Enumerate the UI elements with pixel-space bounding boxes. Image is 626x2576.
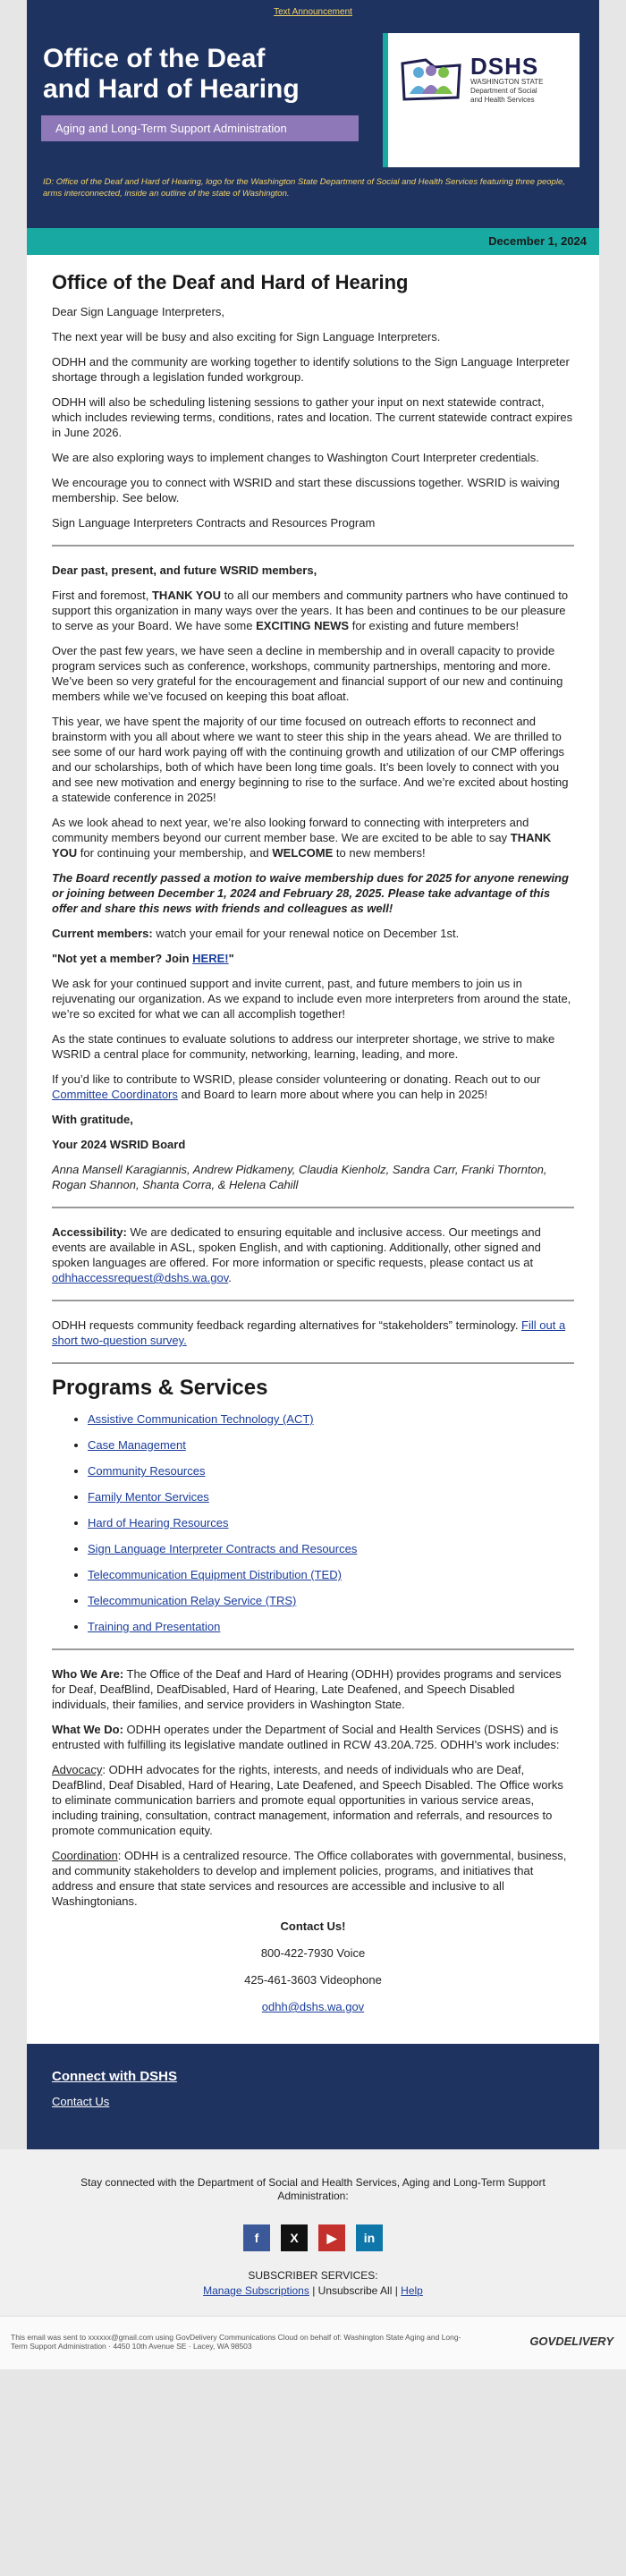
- wsrid-p6-text: watch your email for your renewal notice on December 1st.: [152, 927, 460, 940]
- facebook-icon[interactable]: f: [243, 2224, 270, 2251]
- banner-title-line2: and Hard of Hearing: [43, 74, 300, 104]
- logo-dshs-text: DSHS: [470, 53, 539, 80]
- logo-inner: [399, 55, 569, 105]
- manage-subscriptions-link[interactable]: Manage Subscriptions: [203, 2284, 309, 2297]
- text-announcement-link[interactable]: Text Announcement: [274, 7, 352, 17]
- page-title: Office of the Deaf and Hard of Hearing: [52, 271, 409, 293]
- footer: [0, 2149, 626, 2316]
- wsrid-p7: [52, 951, 574, 966]
- wsrid-p1-a: First and foremost,: [52, 589, 152, 602]
- connect-section: [27, 2044, 599, 2149]
- logo-line1: WASHINGTON STATE: [470, 78, 544, 86]
- separator: |: [309, 2284, 318, 2297]
- board-signature: [52, 1137, 574, 1152]
- intro-p4: We are also exploring ways to implement changes to Washington Court Interpreter credentials.: [52, 451, 539, 464]
- contact-email-link[interactable]: odhh@dshs.wa.gov: [261, 2000, 365, 2013]
- program-link-community-resources[interactable]: Community Resources: [88, 1464, 206, 1478]
- wsrid-p2: Over the past few years, we have seen a decline in membership and in overall capacity to provide program services such as conference, workshops, community partnerships, mentoring and more. We’ve been so very grateful for the encouragement and financial support of our new and continuing members while we’ve focused on keeping this boat afloat.: [52, 644, 563, 703]
- list-item: [88, 1411, 574, 1427]
- contact-videophone: 425-461-3603 Videophone: [244, 1973, 382, 1987]
- linkedin-icon[interactable]: in: [356, 2224, 383, 2251]
- dshs-logo: [383, 33, 579, 167]
- intro-greeting: Dear Sign Language Interpreters,: [52, 305, 224, 318]
- wsrid-p10-b: and Board to learn more about where you can help in 2025!: [177, 1088, 488, 1101]
- intro-p3: ODHH will also be scheduling listening sessions to gather your input on next statewide contract, which includes reviewing terms, conditions, rates and location. The current statewide contract expires in June 2026.: [52, 395, 573, 439]
- banner-subtitle: Aging and Long-Term Support Administration: [41, 115, 359, 141]
- bottom-legal-text: This email was sent to xxxxxx@gmail.com using GovDelivery Communications Cloud on behalf of: Washington State Aging and Long-Term Support Administration · 4450 10th Avenue SE · Lacey, WA 98503: [11, 2333, 461, 2351]
- header: [27, 0, 599, 228]
- sign-off-text: With gratitude,: [52, 1113, 133, 1126]
- list-item: [88, 1541, 574, 1556]
- what-we-do: [52, 1722, 574, 1752]
- banner-title-line1: Office of the Deaf: [43, 44, 266, 73]
- divider: [52, 1300, 574, 1301]
- list-item: [88, 1463, 574, 1479]
- wsrid-p6: [52, 926, 574, 941]
- program-link-hard-of-hearing[interactable]: Hard of Hearing Resources: [88, 1516, 229, 1530]
- programs-heading: Programs & Services: [52, 1376, 268, 1400]
- program-link-training[interactable]: Training and Presentation: [88, 1620, 221, 1633]
- contact-us-link[interactable]: Contact Us: [52, 2095, 110, 2108]
- feedback-text: ODHH requests community feedback regarding alternatives for “stakeholders” terminology.: [52, 1318, 522, 1332]
- wsrid-p4-a: As we look ahead to next year, we’re also looking forward to connecting with interpreters and community members beyond our current member base. We are excited to be able to say: [52, 816, 529, 844]
- wsrid-p6-label: Current members:: [52, 927, 153, 940]
- advocacy: [52, 1762, 574, 1838]
- help-link[interactable]: Help: [401, 2284, 423, 2297]
- bottom-bar: [0, 2316, 626, 2369]
- x-twitter-icon[interactable]: X: [281, 2224, 308, 2251]
- wsrid-p9: As the state continues to evaluate solutions to address our interpreter shortage, we strive to make WSRID a central place for community, networking, learning, leading, and more.: [52, 1032, 555, 1061]
- people-logo-icon: [399, 55, 463, 105]
- connect-with-dshs-link[interactable]: Connect with DSHS: [52, 2069, 178, 2084]
- program-link-case-management[interactable]: Case Management: [88, 1438, 186, 1452]
- board-names: Anna Mansell Karagiannis, Andrew Pidkameny, Claudia Kienholz, Sandra Carr, Franki Thornton, Rogan Shannon, Shanta Corra, & Helena Cahill: [52, 1163, 547, 1191]
- wsrid-p8: We ask for your continued support and invite current, past, and future members to join us in rejuvenating our organization. As we expand to include even more interpreters from around the state, we’re so excited for what we can all accomplish together!: [52, 977, 571, 1021]
- list-item: [88, 1567, 574, 1582]
- wsrid-p1: [52, 588, 574, 633]
- what-text: ODHH operates under the Department of Social and Health Services (DSHS) and is entrusted with fulfilling its legislative mandate outlined in RCW 43.20A.725. ODHH's work includes:: [52, 1723, 560, 1751]
- accessibility-text: We are dedicated to ensuring equitable and inclusive access. Our meetings and events are available in ASL, spoken English, and with captioning. Additionally, other signed and spoken languages are offered. For more information or specific requests, please contact us at: [52, 1225, 541, 1269]
- contact-voice: 800-422-7930 Voice: [260, 1946, 366, 1960]
- wsrid-p7-bold: [52, 952, 234, 965]
- social-links: [54, 2224, 572, 2251]
- intro-p2: ODHH and the community are working together to identify solutions to the Sign Language Interpreter shortage through a legislation funded workgroup.: [52, 355, 570, 384]
- sign-off: [52, 1112, 574, 1127]
- committee-coordinators-link[interactable]: Committee Coordinators: [52, 1088, 178, 1101]
- contact-title: [52, 1919, 574, 1934]
- govdelivery-logo: GOVDELIVERY: [529, 2334, 613, 2348]
- access-request-email-link[interactable]: odhhaccessrequest@dshs.wa.gov: [52, 1271, 229, 1284]
- coordination-text: : ODHH is a centralized resource. The Office collaborates with governmental, business, and community stakeholders to develop and implement policies, programs, and initiatives that address and ensure that state services and resources are accessible and inclusive to all Washingtonians.: [52, 1849, 567, 1908]
- survey-link[interactable]: Fill out a short two-question survey.: [52, 1318, 566, 1347]
- intro-p5: We encourage you to connect with WSRID and start these discussions together. WSRID is waiving membership. See below.: [52, 476, 560, 504]
- programs-list: [88, 1411, 574, 1634]
- logo-line3: and Health Services: [470, 96, 535, 104]
- logo-line2: Department of Social: [470, 87, 537, 95]
- wsrid-p1-b: THANK YOU: [151, 589, 222, 602]
- banner: [39, 33, 587, 167]
- wsrid-p10: [52, 1072, 574, 1102]
- coordination-label: Coordination: [52, 1849, 118, 1862]
- wsrid-p1-d: EXCITING NEWS: [256, 619, 350, 632]
- contact-title-text: Contact Us!: [280, 1919, 346, 1933]
- date-bar: December 1, 2024: [27, 228, 599, 255]
- accessibility-end: .: [228, 1271, 232, 1284]
- wsrid-p10-a: If you’d like to contribute to WSRID, please consider volunteering or donating. Reach out to our: [52, 1072, 541, 1086]
- who-text: The Office of the Deaf and Hard of Hearing (ODHH) provides programs and services for Deaf, DeafBlind, DeafDisabled, Hard of Hearing, Late Deafened, and Speech Disabled individuals, their families, and service providers in Washington State.: [52, 1667, 562, 1711]
- contact-email-row: [52, 1999, 574, 2014]
- coordination: [52, 1848, 574, 1909]
- list-item: [88, 1619, 574, 1634]
- divider: [52, 1207, 574, 1208]
- wsrid-p7-b: ": [228, 952, 234, 965]
- subscriber-services-label: SUBSCRIBER SERVICES:: [248, 2269, 378, 2282]
- wsrid-p4-b: THANK YOU: [52, 831, 552, 860]
- wsrid-p4-d: WELCOME: [272, 846, 334, 860]
- subscriber-links: [54, 2284, 572, 2298]
- list-item: [88, 1437, 574, 1453]
- advocacy-text: : ODHH advocates for the rights, interests, and needs of individuals who are Deaf, DeafBlind, Deaf Disabled, Hard of Hearing, Late Deafened, and Speech Disabled. The Office works to eliminate communication barriers and promote equal opportunities in various service areas, including training, consultation, contract management, information and referrals, and resources to promote communication equity.: [52, 1763, 563, 1837]
- wsrid-p4: [52, 815, 574, 860]
- who-we-are: [52, 1666, 574, 1712]
- list-item: [88, 1489, 574, 1504]
- wsrid-p3: This year, we have spent the majority of our time focused on outreach efforts to reconnect and brainstorm with you all about where we want to steer this ship in the years ahead. We are thrilled to see some of our hard work paying off with the continuing growth and utilization of our CMP offerings and our scholarships, both of which have been long time goals. It’s been lovely to connect with you and see new motivation and energy beginning to rise to the surface. And we’re excited about hosting a statewide conference in 2025!: [52, 715, 569, 804]
- program-link-interpreter-contracts[interactable]: Sign Language Interpreter Contracts and Resources: [88, 1542, 358, 1555]
- intro-p6: Sign Language Interpreters Contracts and Resources Program: [52, 516, 376, 530]
- wsrid-greeting: [52, 563, 574, 578]
- list-item: [88, 1593, 574, 1608]
- program-link-trs[interactable]: Telecommunication Relay Service (TRS): [88, 1594, 297, 1607]
- program-link-ted[interactable]: Telecommunication Equipment Distribution (TED): [88, 1568, 342, 1581]
- wsrid-p1-c: to all our members and community partners who have continued to support this organization in many ways over the years. It has been and continues to be our pleasure to serve as your Board. We have some: [52, 589, 569, 632]
- list-item: [88, 1515, 574, 1530]
- wsrid-p4-c: for continuing your membership, and: [77, 846, 273, 860]
- wsrid-p1-e: for existing and future members!: [349, 619, 520, 632]
- image-caption: ID: Office of the Deaf and Hard of Hearing, logo for the Washington State Department of Social and Health Services featuring three people, arms interconnected, inside an outline of the state of Washington.: [43, 177, 565, 199]
- intro-p1: The next year will be busy and also exciting for Sign Language Interpreters.: [52, 330, 441, 343]
- program-link-family-mentor[interactable]: Family Mentor Services: [88, 1490, 209, 1504]
- join-here-link[interactable]: HERE!: [192, 952, 229, 965]
- banner-title: [43, 44, 300, 105]
- wsrid-p7-a: "Not yet a member? Join: [52, 952, 193, 965]
- divider: [52, 1362, 574, 1364]
- separator: |: [392, 2284, 402, 2297]
- accessibility-statement: [52, 1224, 574, 1285]
- feedback-request: [52, 1318, 574, 1348]
- unsubscribe-all-link[interactable]: Unsubscribe All: [317, 2284, 393, 2297]
- accessibility-label: Accessibility:: [52, 1225, 127, 1239]
- contact-block: [52, 1919, 574, 2014]
- who-label: Who We Are:: [52, 1667, 124, 1681]
- main-content: [27, 255, 599, 2044]
- what-label: What We Do:: [52, 1723, 123, 1736]
- wsrid-p5: The Board recently passed a motion to waive membership dues for 2025 for anyone renewing or joining between December 1, 2024 and February 28, 2025. Please take advantage of this offer and share this news with friends and colleagues as well!: [52, 871, 569, 915]
- divider: [52, 545, 574, 547]
- youtube-icon[interactable]: ▶: [318, 2224, 345, 2251]
- divider: [52, 1648, 574, 1650]
- board-signature-text: Your 2024 WSRID Board: [52, 1138, 186, 1151]
- logo-words: [470, 55, 543, 105]
- wsrid-p4-e: to new members!: [333, 846, 426, 860]
- program-link-act[interactable]: Assistive Communication Technology (ACT): [88, 1412, 314, 1426]
- advocacy-label: Advocacy: [52, 1763, 103, 1776]
- wsrid-greeting-text: Dear past, present, and future WSRID members,: [52, 564, 317, 577]
- stay-connected-text: Stay connected with the Department of Social and Health Services, Aging and Long-Term Support Administration:: [80, 2176, 546, 2202]
